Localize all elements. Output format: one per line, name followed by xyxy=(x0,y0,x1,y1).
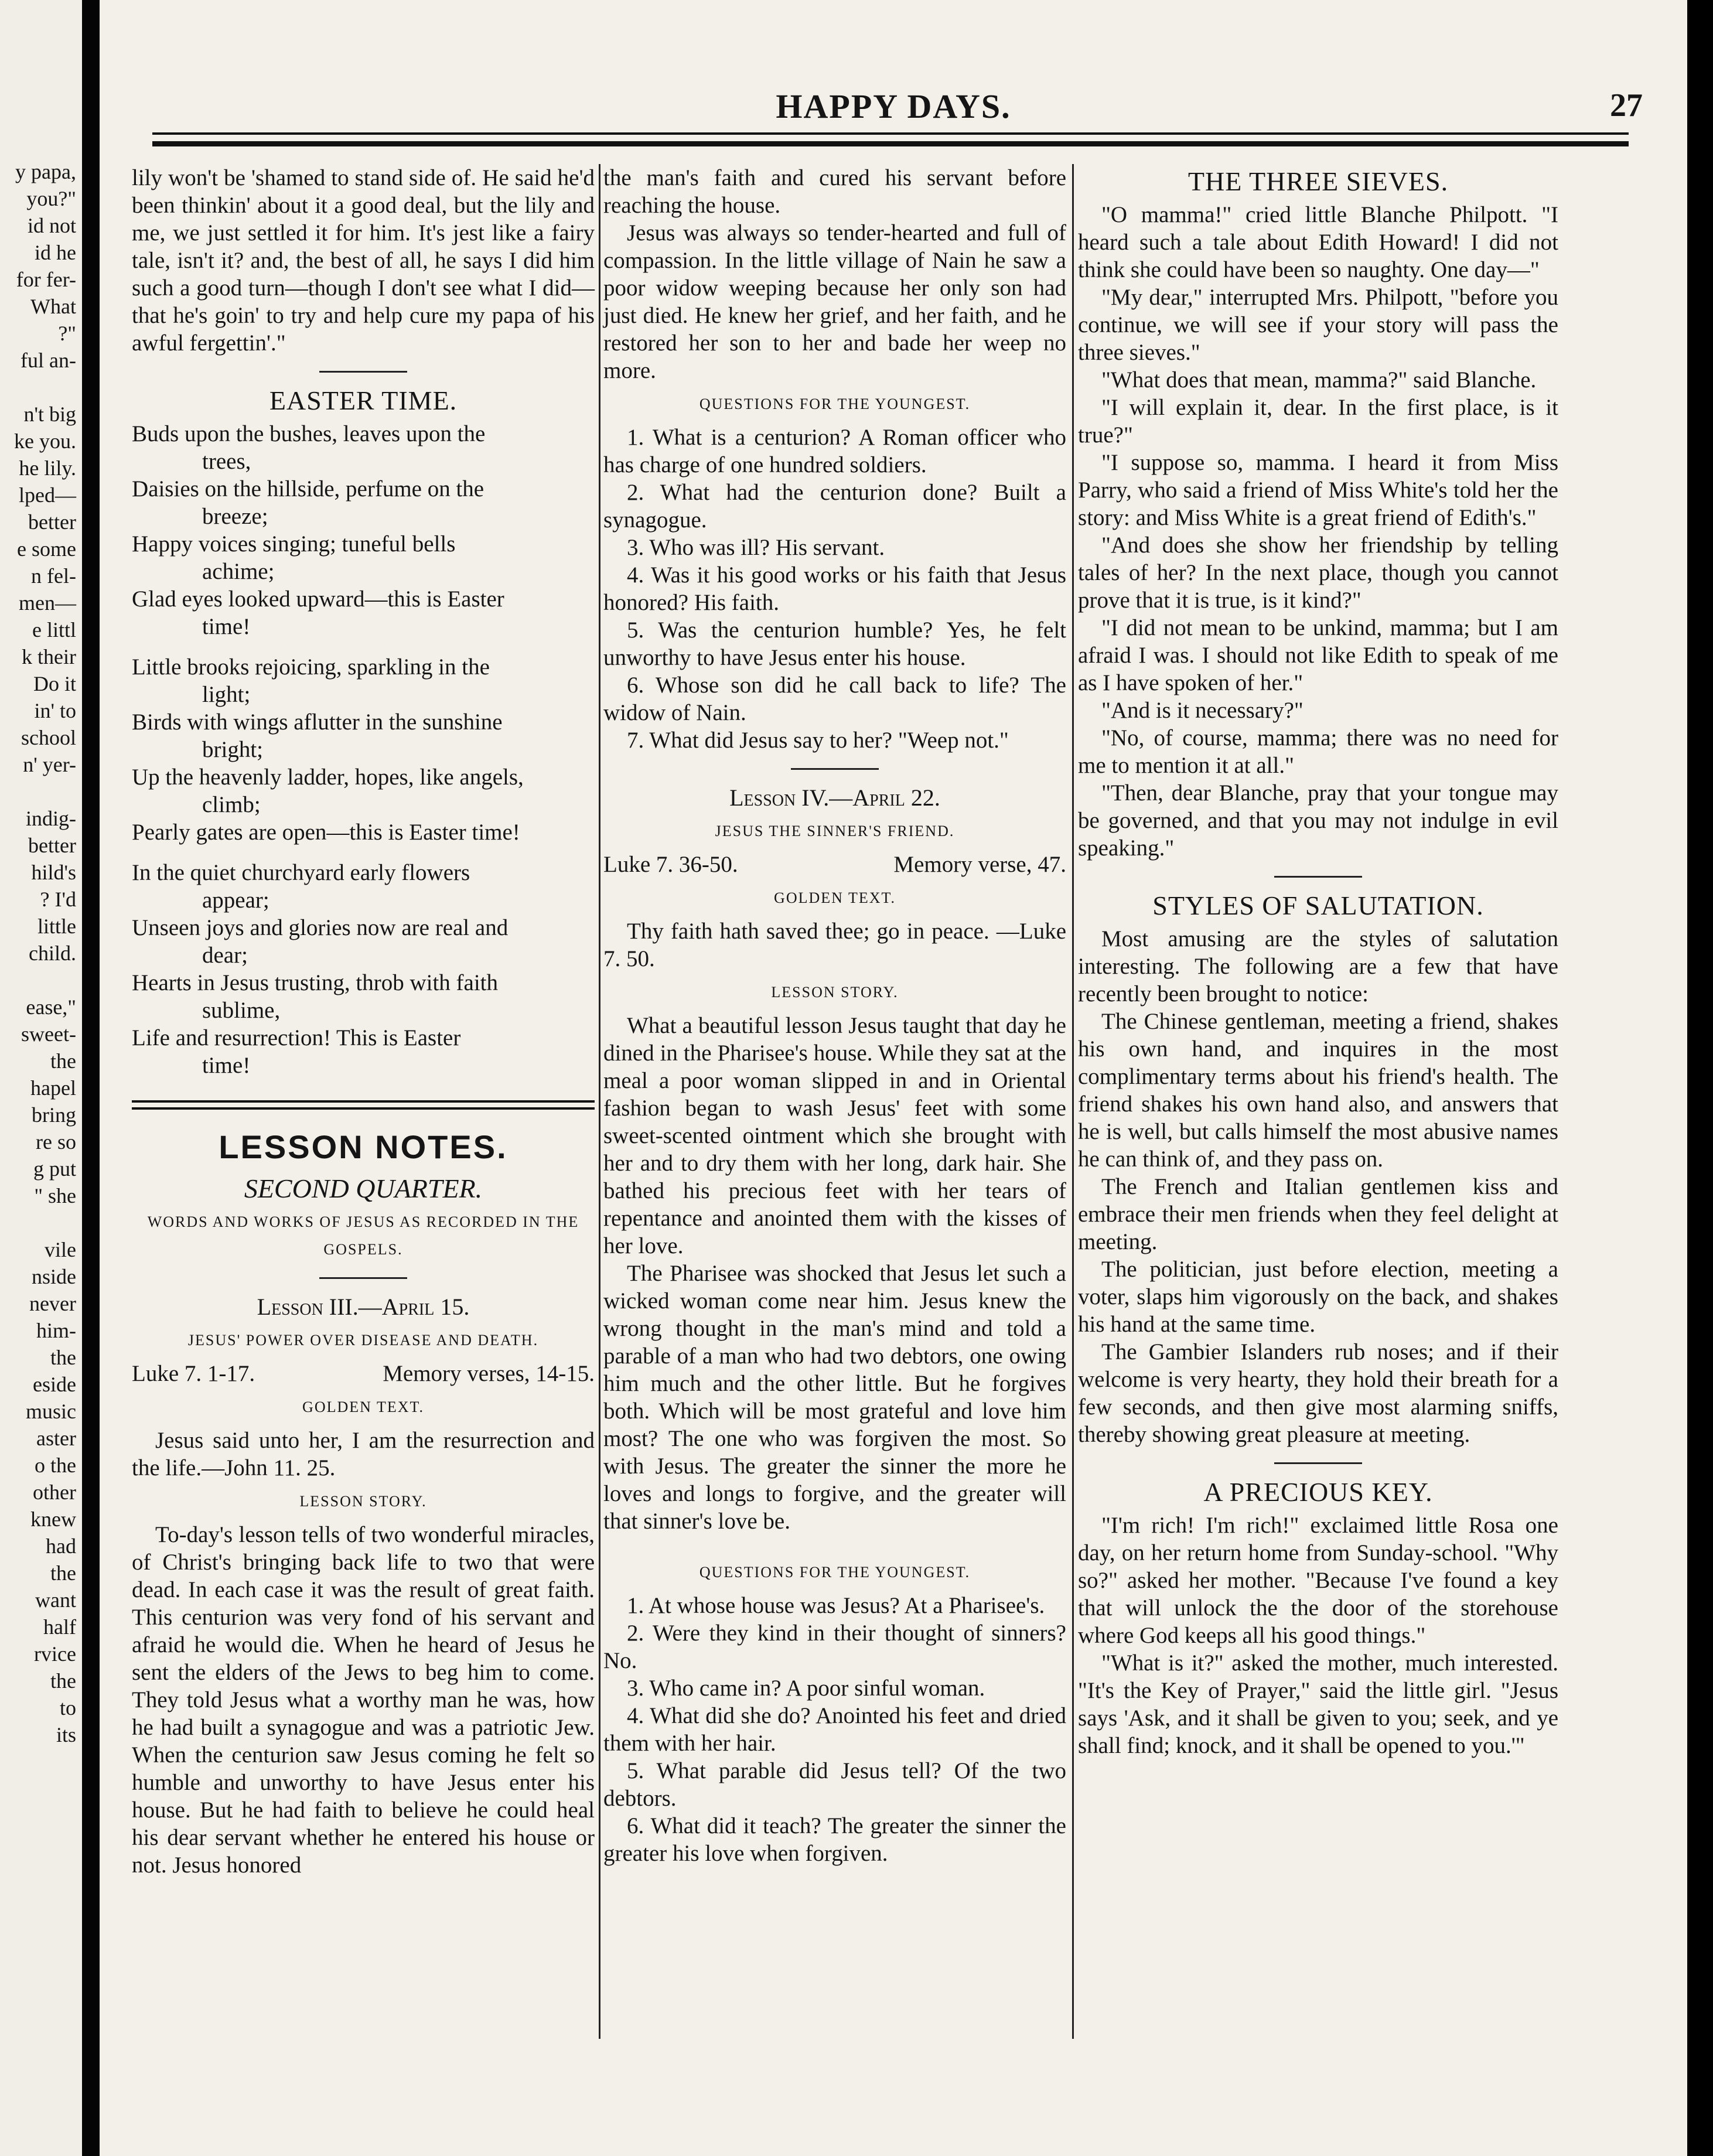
paragraph: "My dear," interrupted Mrs. Philpott, "before you continue, we will see if your story will pass the three sieves." xyxy=(1078,285,1558,365)
quarter-subtitle: WORDS AND WORKS OF JESUS AS RECORDED IN THE GOSPELS. xyxy=(147,1213,579,1258)
fragment-line: ease," xyxy=(26,995,76,1019)
salutation-article xyxy=(1078,925,1558,1448)
poem-line: trees, xyxy=(202,449,251,474)
fragment-line: child. xyxy=(29,941,76,965)
fragment-line: in' to xyxy=(34,699,76,722)
lesson-4-story: The Pharisee was shocked that Jesus let such a wicked woman come near him. Jesus knew the wrong thought in the man's mind and told a parable of a man who had two debtors, one owing him much and the other little. But he forgives both. Which will be most grateful and love him most? The one who was forgiven the most. So with Jesus. The greater the sinner the more he loves and longs to forgive, and the greater will that sinner's love be. xyxy=(603,1261,1066,1534)
masthead-title: HAPPY DAYS. xyxy=(776,87,1011,125)
question-item: 4. Was it his good works or his faith that Jesus honored? His faith. xyxy=(603,562,1066,615)
lesson-3-story: To-day's lesson tells of two wonderful miracles, of Christ's bringing back life to two that were dead. In each case it was the result of great faith. This centurion was very fond of his servant and afraid he would die. When he heard of Jesus he sent the elders of the Jews to beg him to come. They told Jesus what a worthy man he was, how he had built a synagogue and was a patriotic Jew. When the centurion saw Jesus coming he felt so humble and unworthy to have Jesus enter his house. But he had faith to believe he could heal his dear servant whether he entered his house or not. Jesus honored xyxy=(132,1522,595,1878)
fragment-line: ? I'd xyxy=(40,888,76,911)
paragraph: The Gambier Islanders rub noses; and if their welcome is very hearty, they hold their breath for a few seconds, and then give most alarming sniffs, thereby showing great pleasure at meeting. xyxy=(1078,1339,1558,1447)
paragraph: "No, of course, mamma; there was no need for me to mention it at all." xyxy=(1078,725,1558,778)
key-story xyxy=(1078,1512,1558,1759)
key-title: A PRECIOUS KEY. xyxy=(1203,1477,1433,1507)
fragment-line: knew xyxy=(30,1507,76,1531)
sieves-story xyxy=(1078,201,1558,862)
story-continuation: the man's faith and cured his servant before reaching the house. xyxy=(603,165,1066,218)
column-1 xyxy=(132,164,595,1879)
questions-label: QUESTIONS FOR THE YOUNGEST. xyxy=(699,1564,971,1581)
fragment-line xyxy=(0,374,76,401)
column-2 xyxy=(603,164,1066,1867)
paragraph: The French and Italian gentlemen kiss and embrace their men friends when they feel delight at meeting. xyxy=(1078,1174,1558,1254)
question-item: 2. Were they kind in their thought of sinners? No. xyxy=(603,1621,1066,1673)
lesson-story-label: LESSON STORY. xyxy=(771,984,899,1001)
poem-line: bright; xyxy=(202,737,263,762)
poem-title: EASTER TIME. xyxy=(269,386,458,415)
fragment-line: Do it xyxy=(33,672,76,695)
quarter-title: SECOND QUARTER. xyxy=(244,1173,483,1203)
fragment-line: other xyxy=(33,1480,76,1504)
fragment-line: ful an- xyxy=(21,349,76,372)
fragment-line: e littl xyxy=(32,618,76,642)
poem-line: Life and resurrection! This is Easter xyxy=(132,1025,461,1050)
question-item: 6. Whose son did he call back to life? The widow of Nain. xyxy=(603,673,1066,725)
sieves-title: THE THREE SIEVES. xyxy=(1188,166,1449,196)
fragment-line: y papa, xyxy=(15,160,76,183)
fragment-line: hild's xyxy=(31,861,76,884)
story-ending: lily won't be 'shamed to stand side of. He said he'd been thinkin' about it a good deal, but the lily and me, we just settled it for him. It's jest like a fairy tale, isn't it? and, the best of all, he says I did him such a good turn—though I don't see what I did—that he's goin' to try and help cure my papa of his awful fergettin'." xyxy=(132,165,595,356)
header-rule-thick xyxy=(152,141,1629,146)
golden-text-label: GOLDEN TEXT. xyxy=(302,1398,424,1415)
poem-line: sublime, xyxy=(202,998,281,1023)
fragment-line: school xyxy=(21,726,76,749)
newspaper-page xyxy=(100,0,1687,2156)
fragment-line: had xyxy=(46,1534,76,1558)
fragment-line: to xyxy=(59,1696,76,1720)
section-divider xyxy=(1274,876,1362,878)
fragment-line: What xyxy=(30,295,76,318)
fragment-line: want xyxy=(35,1588,76,1612)
section-divider xyxy=(791,768,879,770)
questions-list xyxy=(603,424,1066,754)
fragment-line: never xyxy=(29,1292,76,1315)
fragment-line xyxy=(0,1209,76,1236)
fragment-line: bring xyxy=(32,1103,76,1127)
fragment-line: ?" xyxy=(58,322,76,345)
fragment-line: id he xyxy=(35,241,76,264)
scripture-reference: Luke 7. 1-17. xyxy=(132,1361,255,1386)
fragment-line: re so xyxy=(36,1130,76,1154)
fragment-line: n' yer- xyxy=(23,753,76,776)
fragment-line: him- xyxy=(36,1319,76,1342)
fragment-line: better xyxy=(28,510,76,534)
poem-line: time! xyxy=(202,1053,251,1078)
question-item: 4. What did she do? Anointed his feet and dried them with her hair. xyxy=(603,1703,1066,1756)
paragraph: "What does that mean, mamma?" said Blanche. xyxy=(1101,367,1537,393)
poem-line: Buds upon the bushes, leaves upon the xyxy=(132,421,486,446)
paragraph: "I suppose so, mamma. I heard it from Miss Parry, who said a friend of Miss White's told her the story: and Miss White is a great friend of Edith's." xyxy=(1078,450,1558,530)
question-item: 5. Was the centurion humble? Yes, he felt unworthy to have Jesus enter his house. xyxy=(603,618,1066,670)
column-divider xyxy=(1072,164,1074,2039)
lesson-3-subtitle: JESUS' POWER OVER DISEASE AND DEATH. xyxy=(187,1332,539,1349)
poem-line: Daisies on the hillside, perfume on the xyxy=(132,476,484,502)
fragment-line: lped— xyxy=(19,483,76,507)
poem-line: Little brooks rejoicing, sparkling in the xyxy=(132,654,490,680)
question-item: 5. What parable did Jesus tell? Of the two debtors. xyxy=(603,1758,1066,1811)
poem-line: Unseen joys and glories now are real and xyxy=(132,915,509,940)
fragment-line: the xyxy=(50,1346,76,1369)
fragment-line: better xyxy=(28,834,76,857)
fragment-line xyxy=(0,967,76,994)
fragment-line: e some xyxy=(17,537,76,561)
fragment-line: g put xyxy=(33,1157,76,1181)
page-number: 27 xyxy=(1610,87,1643,124)
poem-line: Glad eyes looked upward—this is Easter xyxy=(132,586,504,612)
questions-list xyxy=(603,1592,1066,1867)
section-divider xyxy=(319,371,407,373)
fragment-line: the xyxy=(50,1049,76,1073)
golden-text: Jesus said unto her, I am the resurrection and the life.—John 11. 25. xyxy=(132,1428,595,1480)
question-item: 1. At whose house was Jesus? At a Pharisee's. xyxy=(627,1593,1045,1618)
paragraph: "I will explain it, dear. In the first place, is it true?" xyxy=(1078,395,1558,448)
poem-stanza xyxy=(132,653,595,846)
paragraph: "I did not mean to be unkind, mamma; but I am afraid I was. I should not like Edith to speak of me as I have spoken of her." xyxy=(1078,615,1558,695)
fragment-line: n't big xyxy=(23,402,76,426)
rule xyxy=(132,1100,595,1103)
paragraph: "And does she show her friendship by telling tales of her? In the next place, though you cannot prove that it is true, is it kind?" xyxy=(1078,533,1558,613)
question-item: 7. What did Jesus say to her? "Weep not." xyxy=(627,728,1009,753)
gutter xyxy=(82,0,100,2156)
fragment-line: little xyxy=(37,915,76,938)
lesson-notes-title: LESSON NOTES. xyxy=(219,1128,508,1165)
fragment-line: half xyxy=(43,1615,76,1639)
fragment-line: nside xyxy=(32,1265,76,1288)
question-item: 1. What is a centurion? A Roman officer who has charge of one hundred soldiers. xyxy=(603,425,1066,477)
lesson-story-label: LESSON STORY. xyxy=(299,1493,427,1510)
fragment-line: hapel xyxy=(30,1076,76,1100)
lesson-4-reference xyxy=(603,851,1066,878)
fragment-line: k their xyxy=(22,645,76,668)
previous-page-fragment xyxy=(0,0,82,2156)
poem-line: In the quiet churchyard early flowers xyxy=(132,860,470,885)
poem-line: dear; xyxy=(202,943,248,968)
paragraph: "Then, dear Blanche, pray that your tongue may be governed, and that you may not indulge in evil speaking." xyxy=(1078,780,1558,861)
memory-verses: Memory verses, 14-15. xyxy=(383,1361,595,1386)
poem-line: light; xyxy=(202,682,251,707)
paragraph: The politician, just before election, meeting a voter, slaps him vigorously on the back, and shakes his hand at the same time. xyxy=(1078,1257,1558,1337)
fragment-line: the xyxy=(50,1561,76,1585)
fragment-line: you?" xyxy=(26,187,76,210)
memory-verses: Memory verse, 47. xyxy=(893,852,1066,877)
fragment-line: for fer- xyxy=(16,268,76,291)
golden-text-label: GOLDEN TEXT. xyxy=(774,889,896,906)
poem-line: Hearts in Jesus trusting, throb with faith xyxy=(132,970,499,995)
poem-line: Up the heavenly ladder, hopes, like angels, xyxy=(132,765,524,790)
column-3 xyxy=(1078,164,1558,1759)
column-divider xyxy=(599,164,600,2039)
question-item: 2. What had the centurion done? Built a synagogue. xyxy=(603,480,1066,533)
fragment-line: id not xyxy=(27,214,76,237)
fragment-line: vile xyxy=(45,1238,76,1261)
poem-line: achime; xyxy=(202,559,275,584)
fragment-line: n fel- xyxy=(31,564,76,588)
salutation-title: STYLES OF SALUTATION. xyxy=(1152,891,1484,920)
poem-line: climb; xyxy=(202,792,261,817)
fragment-line: he lily. xyxy=(19,456,76,480)
paragraph: Most amusing are the styles of salutation interesting. The following are a few that have recently been brought to notice: xyxy=(1078,926,1558,1007)
question-item: 3. Who was ill? His servant. xyxy=(627,535,885,560)
poem xyxy=(132,420,595,1079)
poem-stanza xyxy=(132,859,595,1079)
poem-line: appear; xyxy=(202,888,269,913)
story-paragraph: Jesus was always so tender-hearted and full of compassion. In the little village of Nain he saw a poor widow weeping because her only son had just died. He knew her grief, and her faith, and he restored her son to her and bade her weep no more. xyxy=(603,220,1066,383)
fragment-line: sweet- xyxy=(21,1022,76,1046)
question-item: 6. What did it teach? The greater the sinner the greater his love when forgiven. xyxy=(603,1813,1066,1866)
section-divider xyxy=(319,1277,407,1279)
section-divider xyxy=(1274,1462,1362,1464)
scripture-reference: Luke 7. 36-50. xyxy=(603,852,738,877)
lesson-3-heading: Lesson III.—April 15. xyxy=(257,1294,470,1320)
fragment-line: its xyxy=(56,1723,76,1746)
questions-label: QUESTIONS FOR THE YOUNGEST. xyxy=(699,395,971,412)
poem-line: breeze; xyxy=(202,504,268,529)
lesson-4-subtitle: JESUS THE SINNER'S FRIEND. xyxy=(715,823,955,840)
golden-text: Thy faith hath saved thee; go in peace. —Luke 7. 50. xyxy=(603,919,1066,971)
fragment-line: eside xyxy=(33,1373,76,1396)
fragment-line: " she xyxy=(34,1184,76,1207)
lesson-4-story: What a beautiful lesson Jesus taught that day he dined in the Pharisee's house. While they sat at the meal a poor woman slipped in and in Oriental fashion began to wash Jesus' feet with some sweet-scented ointment which she brought with her and to dry them with her long, dark hair. She bathed his precious feet with her tears of repentance and anointed them with the kisses of her love. xyxy=(603,1013,1066,1258)
paragraph: "What is it?" asked the mother, much interested. "It's the Key of Prayer," said the little girl. "Jesus says 'Ask, and it shall be given to you; seek, and ye shall find; knock, and it shall be opened to you.'" xyxy=(1078,1650,1558,1758)
fragment-line: music xyxy=(26,1400,76,1423)
rule xyxy=(132,1107,595,1110)
question-item: 3. Who came in? A poor sinful woman. xyxy=(627,1676,985,1701)
fragment-line: men— xyxy=(19,591,76,615)
fragment-line xyxy=(0,778,76,805)
lesson-4-heading: Lesson IV.—April 22. xyxy=(729,784,940,811)
fragment-lines xyxy=(0,158,76,1748)
header-rule-thin xyxy=(152,132,1629,135)
poem-line: time! xyxy=(202,614,251,639)
paragraph: "O mamma!" cried little Blanche Philpott. "I heard such a tale about Edith Howard! I did not think she could have been so naughty. One day—" xyxy=(1078,202,1558,282)
fragment-line: indig- xyxy=(26,807,76,830)
poem-stanza xyxy=(132,420,595,640)
poem-line: Birds with wings aflutter in the sunshine xyxy=(132,709,503,735)
fragment-line: rvice xyxy=(34,1642,76,1666)
poem-line: Happy voices singing; tuneful bells xyxy=(132,531,456,557)
paragraph: The Chinese gentleman, meeting a friend, shakes his own hand, and inquires in the most complimentary terms about his friend's health. The friend shakes his own hand also, and answers that he is well, but calls himself the most abusive names he can think of, and they pass on. xyxy=(1078,1009,1558,1172)
poem-line: Pearly gates are open—this is Easter time! xyxy=(132,820,520,845)
fragment-line: ke you. xyxy=(14,429,76,453)
fragment-line: aster xyxy=(36,1427,76,1450)
paragraph: "And is it necessary?" xyxy=(1101,698,1303,723)
fragment-line: the xyxy=(50,1669,76,1693)
paragraph: "I'm rich! I'm rich!" exclaimed little Rosa one day, on her return home from Sunday-school. "Why so?" asked her mother. "Because I've found a key that will unlock the the door of the storehouse where God keeps all his good things." xyxy=(1078,1513,1558,1648)
lesson-3-reference xyxy=(132,1360,595,1387)
fragment-line: o the xyxy=(35,1454,76,1477)
